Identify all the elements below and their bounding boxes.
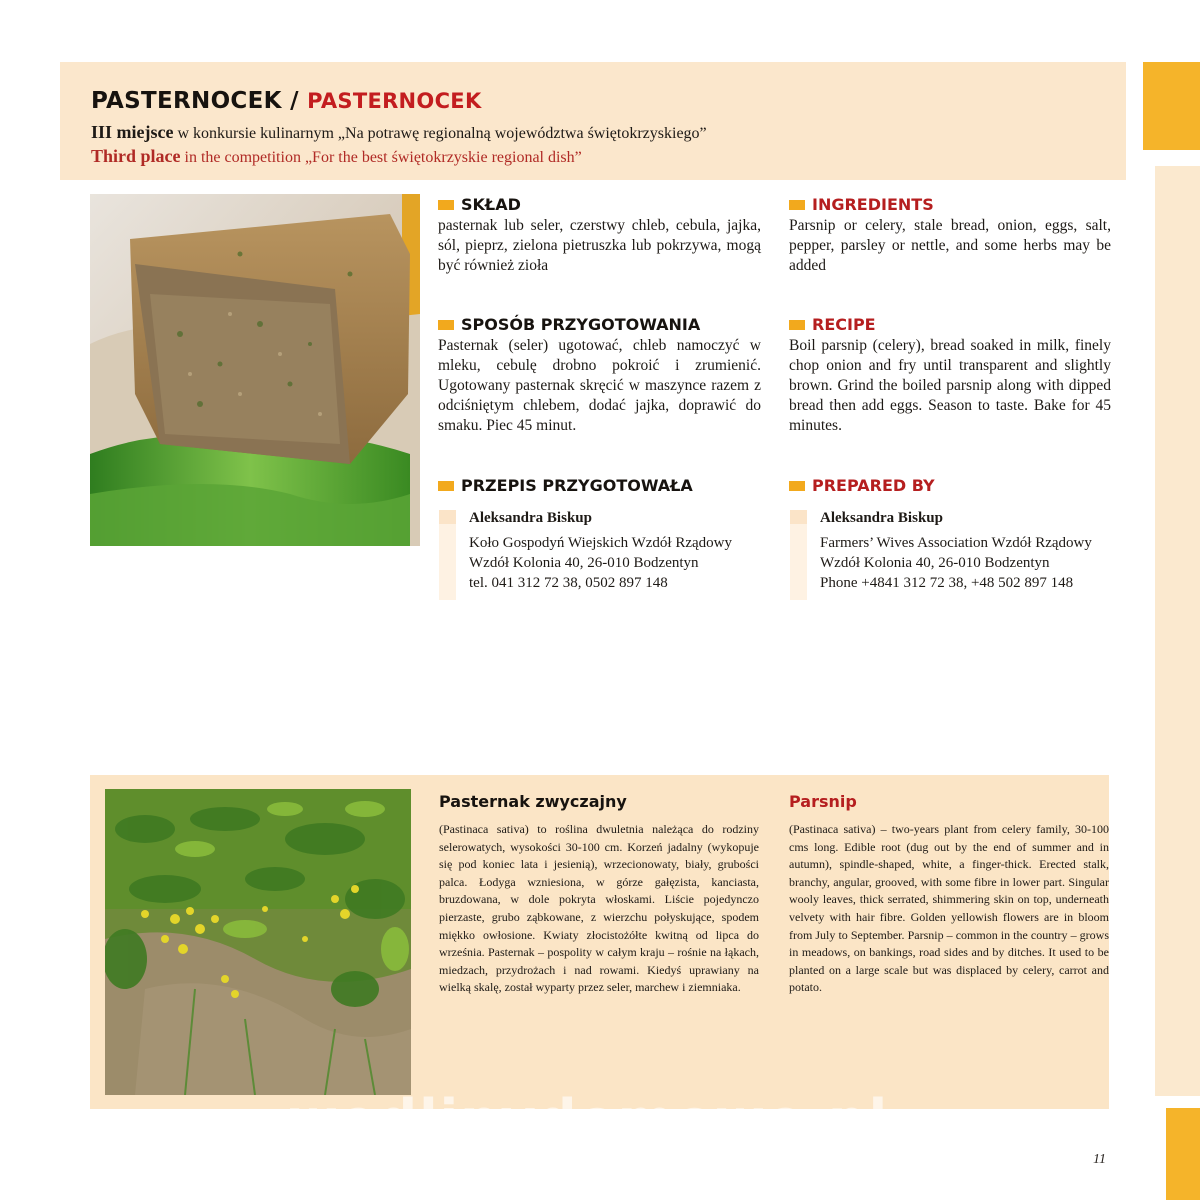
award-text-english: in the competition „For the best świętokrzyskie regional dish”: [184, 149, 582, 166]
heading-ingredients-english: [789, 195, 934, 214]
plant-description-polish: (Pastinaca sativa) to roślina dwuletnia należąca do rodziny selerowatych, wysokości 30-100 cm. Korzeń jadalny (wykopuje się pod koniec lata i jesienią), wrzecionowaty, biały, grubości palca. Łodyga wzniesiona, w górze gałęzista, kanciasta, bruzdowana, w dole pokryta włoskami. Liście pojedynczo pierzaste, grubo ząbkowane, z wierzchu połyskujące, spodem miękko owłosione. Kwiaty złocistożółte kwitną od lipca do września. Pasternak – pospolity w całym kraju – rośnie na łąkach, miedzach, przydrożach i nad rowami. Kiedyś uprawiany na wielką skalę, został wyparty przez seler, marchew i ziemniaka.: [439, 822, 759, 995]
recipe-text-polish: Pasternak (seler) ugotować, chleb namoczyć w mleku, cebulę drobno pokroić i zrumienić. Ugotowany pasternak skręcić w maszynce razem z odciśniętym chlebem, dodać jajka, doprawić do smaku. Piec 45 minut.: [438, 337, 761, 434]
heading-marker-icon: [789, 200, 805, 210]
prepared-by-polish: [439, 510, 769, 602]
heading-recipe-polish-text: SPOSÓB PRZYGOTOWANIA: [461, 315, 701, 334]
heading-ingredients-polish-text: SKŁAD: [461, 195, 521, 214]
award-text-polish: w konkursie kulinarnym „Na potrawę regionalną województwa świętokrzyskiego”: [177, 125, 707, 142]
heading-recipe-english: [789, 315, 876, 334]
award-line-polish: [91, 122, 707, 143]
heading-marker-icon: [438, 200, 454, 210]
award-line-english: [91, 146, 582, 167]
plant-description-english: (Pastinaca sativa) – two-years plant from celery family, 30-100 cms long. Edible root (dug out by the end of summer and in autumn), spindle-shaped, white, a finger-thick. Erected stalk, branchy, angular, grooved, with some fibre in lower part. Singular wooly leaves, thick serrated, shimmering skin on top, underneath velvety with hair fibre. Golden yellowish flowers are in bloom from July to September. Parsnip – common in the country – grows in meadows, on bankings, road sides and by ditches. It used to be planted on a large scale but was displaced by celery, carrot and potato.: [789, 822, 1109, 995]
ingredients-text-polish: pasternak lub seler, czerstwy chleb, cebula, jajka, sól, pieprz, zielona pietruszka lub pokrzywa, mogą być również zioła: [438, 217, 761, 274]
author-name-english: Aleksandra Biskup: [820, 510, 943, 526]
page-title: [91, 88, 482, 114]
prepared-by-bar: [790, 510, 807, 600]
page-number: 11: [1093, 1152, 1106, 1167]
heading-marker-icon: [789, 481, 805, 491]
author-organization-english: Farmers’ Wives Association Wzdół Rządowy: [820, 535, 1092, 551]
heading-prepared-english: [789, 476, 935, 495]
author-phone-polish: tel. 041 312 72 38, 0502 897 148: [469, 575, 668, 591]
heading-prepared-polish: [438, 476, 693, 495]
heading-recipe-english-text: RECIPE: [812, 315, 876, 334]
plant-title-polish: Pasternak zwyczajny: [439, 792, 627, 811]
heading-prepared-english-text: PREPARED BY: [812, 476, 935, 495]
title-polish: PASTERNOCEK: [91, 88, 282, 114]
plant-photo: [105, 789, 411, 1095]
header-band: [60, 62, 1126, 180]
edge-tab-middle: [1155, 166, 1200, 1096]
heading-marker-icon: [789, 320, 805, 330]
recipe-text-english: Boil parsnip (celery), bread soaked in milk, finely chop onion and fry until transparent and slightly brown. Grind the boiled parsnip along with dipped bread then add eggs. Season to taste. Bake for 45 minutes.: [789, 337, 1111, 434]
heading-recipe-polish: [438, 315, 700, 334]
plant-info-panel: [90, 775, 1109, 1109]
heading-marker-icon: [438, 320, 454, 330]
heading-ingredients-english-text: INGREDIENTS: [812, 195, 934, 214]
heading-prepared-polish-text: PRZEPIS PRZYGOTOWAŁA: [461, 476, 693, 495]
heading-marker-icon: [438, 481, 454, 491]
award-place-english: Third place: [91, 146, 181, 166]
edge-tab-bottom: [1166, 1108, 1200, 1200]
author-address-polish: Wzdół Kolonia 40, 26-010 Bodzentyn: [469, 555, 699, 571]
prepared-by-bar: [439, 510, 456, 600]
plant-title-english: Parsnip: [789, 792, 857, 811]
prepared-by-english: [790, 510, 1120, 602]
edge-tab-top: [1143, 62, 1200, 150]
author-name-polish: Aleksandra Biskup: [469, 510, 592, 526]
watermark: wedlinydomowe.pl: [288, 1088, 890, 1151]
heading-ingredients-polish: [438, 195, 521, 214]
author-phone-english: Phone +4841 312 72 38, +48 502 897 148: [820, 575, 1074, 591]
title-separator: /: [290, 88, 299, 114]
author-address-english: Wzdół Kolonia 40, 26-010 Bodzentyn: [820, 555, 1050, 571]
dish-photo: [90, 194, 420, 546]
author-organization-polish: Koło Gospodyń Wiejskich Wzdół Rządowy: [469, 535, 732, 551]
award-place-polish: III miejsce: [91, 122, 174, 142]
ingredients-text-english: Parsnip or celery, stale bread, onion, eggs, salt, pepper, parsley or nettle, and some herbs may be added: [789, 217, 1111, 274]
title-english: PASTERNOCEK: [307, 89, 482, 113]
